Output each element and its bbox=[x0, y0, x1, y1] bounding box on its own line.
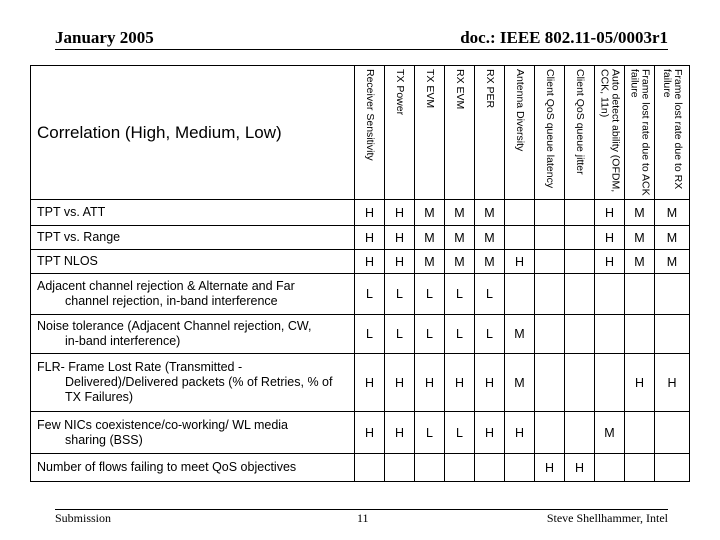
correlation-cell bbox=[445, 454, 475, 482]
column-header-label: Antenna Diversity bbox=[514, 69, 526, 152]
correlation-cell bbox=[565, 274, 595, 315]
correlation-cell: M bbox=[445, 226, 475, 250]
correlation-cell: M bbox=[625, 226, 655, 250]
correlation-cell bbox=[625, 274, 655, 315]
correlation-cell: L bbox=[355, 274, 385, 315]
correlation-cell: H bbox=[655, 354, 690, 412]
correlation-cell: L bbox=[475, 274, 505, 315]
row-label-line: Adjacent channel rejection & Alternate and Far bbox=[37, 279, 295, 293]
correlation-cell bbox=[535, 226, 565, 250]
correlation-cell: H bbox=[445, 354, 475, 412]
row-label bbox=[31, 226, 355, 250]
column-header-label: Auto detect ability (OFDM, CCK, 11n) bbox=[598, 69, 622, 193]
correlation-cell bbox=[355, 454, 385, 482]
column-header-label: Receiver Sensitivity bbox=[364, 69, 376, 161]
correlation-cell: H bbox=[475, 354, 505, 412]
correlation-cell: M bbox=[625, 200, 655, 226]
correlation-cell bbox=[655, 412, 690, 454]
row-label-line: Number of flows failing to meet QoS objectives bbox=[37, 460, 297, 474]
column-header-label: Client QoS queue latency bbox=[544, 69, 556, 189]
correlation-cell: M bbox=[655, 226, 690, 250]
column-header bbox=[595, 66, 625, 200]
table-row bbox=[31, 274, 690, 315]
correlation-cell bbox=[505, 274, 535, 315]
column-header bbox=[415, 66, 445, 200]
correlation-cell: L bbox=[445, 315, 475, 354]
correlation-cell: M bbox=[655, 250, 690, 274]
correlation-cell: L bbox=[445, 412, 475, 454]
column-header bbox=[655, 66, 690, 200]
correlation-cell bbox=[415, 454, 445, 482]
column-header bbox=[505, 66, 535, 200]
correlation-cell: M bbox=[475, 250, 505, 274]
correlation-cell bbox=[625, 454, 655, 482]
corner-label: Correlation (High, Medium, Low) bbox=[31, 66, 355, 200]
correlation-cell: L bbox=[415, 315, 445, 354]
correlation-cell bbox=[595, 274, 625, 315]
correlation-cell: L bbox=[445, 274, 475, 315]
correlation-cell: L bbox=[415, 412, 445, 454]
footer-divider bbox=[55, 509, 668, 510]
row-label-line: TPT vs. Range bbox=[37, 230, 121, 244]
correlation-cell: M bbox=[415, 226, 445, 250]
row-label bbox=[31, 454, 355, 482]
row-label bbox=[31, 274, 355, 315]
column-header bbox=[355, 66, 385, 200]
correlation-cell: M bbox=[445, 250, 475, 274]
correlation-cell bbox=[505, 454, 535, 482]
correlation-cell: H bbox=[505, 250, 535, 274]
correlation-cell bbox=[565, 354, 595, 412]
correlation-cell: M bbox=[415, 250, 445, 274]
correlation-cell: H bbox=[355, 250, 385, 274]
footer-submission: Submission bbox=[55, 511, 112, 525]
correlation-cell: L bbox=[385, 315, 415, 354]
correlation-cell: M bbox=[415, 200, 445, 226]
table-row bbox=[31, 250, 690, 274]
row-label-line: TPT vs. ATT bbox=[37, 205, 106, 219]
page-number: 11 bbox=[357, 511, 369, 525]
correlation-cell: H bbox=[595, 226, 625, 250]
row-label-continuation: Delivered)/Delivered packets (% of Retries, % of TX Failures) bbox=[65, 375, 333, 404]
correlation-cell bbox=[505, 200, 535, 226]
footer-author: Steve Shellhammer, Intel bbox=[546, 511, 668, 525]
row-label bbox=[31, 200, 355, 226]
row-label bbox=[31, 412, 355, 454]
correlation-cell: H bbox=[475, 412, 505, 454]
correlation-cell: H bbox=[355, 412, 385, 454]
row-label-continuation: sharing (BSS) bbox=[65, 432, 143, 447]
correlation-cell: H bbox=[385, 200, 415, 226]
correlation-cell bbox=[565, 250, 595, 274]
correlation-cell bbox=[595, 315, 625, 354]
table-row bbox=[31, 315, 690, 354]
column-header-label: Frame lost rate due to RX failure bbox=[661, 69, 684, 190]
correlation-cell: M bbox=[625, 250, 655, 274]
correlation-cell bbox=[535, 315, 565, 354]
correlation-cell bbox=[535, 412, 565, 454]
correlation-cell: H bbox=[415, 354, 445, 412]
correlation-cell: L bbox=[415, 274, 445, 315]
column-header bbox=[445, 66, 475, 200]
header-row bbox=[31, 66, 690, 200]
correlation-cell bbox=[565, 412, 595, 454]
table-row bbox=[31, 354, 690, 412]
correlation-cell bbox=[655, 274, 690, 315]
correlation-cell: H bbox=[385, 412, 415, 454]
table-row bbox=[31, 454, 690, 482]
column-header-label: RX EVM bbox=[454, 69, 466, 110]
correlation-cell: H bbox=[565, 454, 595, 482]
correlation-cell: H bbox=[385, 354, 415, 412]
correlation-cell: M bbox=[475, 226, 505, 250]
correlation-cell: H bbox=[625, 354, 655, 412]
correlation-cell: M bbox=[475, 200, 505, 226]
header-doc-id: doc.: IEEE 802.11-05/0003r1 bbox=[460, 28, 668, 47]
correlation-cell bbox=[655, 315, 690, 354]
row-label bbox=[31, 354, 355, 412]
column-header-label: TX EVM bbox=[424, 69, 436, 109]
correlation-cell bbox=[535, 200, 565, 226]
correlation-cell bbox=[535, 354, 565, 412]
correlation-cell: H bbox=[355, 226, 385, 250]
row-label bbox=[31, 315, 355, 354]
correlation-cell bbox=[625, 315, 655, 354]
header-date: January 2005 bbox=[55, 28, 154, 47]
column-header bbox=[565, 66, 595, 200]
row-label-line: Noise tolerance (Adjacent Channel rejection, CW, bbox=[37, 319, 312, 333]
correlation-cell: H bbox=[595, 250, 625, 274]
correlation-cell: H bbox=[385, 250, 415, 274]
correlation-table bbox=[30, 65, 690, 482]
correlation-cell bbox=[565, 315, 595, 354]
correlation-cell: M bbox=[595, 412, 625, 454]
header-divider bbox=[55, 49, 668, 50]
correlation-cell bbox=[505, 226, 535, 250]
correlation-cell: H bbox=[595, 200, 625, 226]
table-row bbox=[31, 200, 690, 226]
correlation-cell bbox=[595, 354, 625, 412]
correlation-cell bbox=[625, 412, 655, 454]
correlation-cell bbox=[595, 454, 625, 482]
correlation-cell bbox=[535, 250, 565, 274]
column-header bbox=[475, 66, 505, 200]
correlation-cell: H bbox=[535, 454, 565, 482]
column-header-label: RX PER bbox=[484, 69, 496, 109]
column-header bbox=[625, 66, 655, 200]
correlation-cell bbox=[475, 454, 505, 482]
correlation-cell: H bbox=[505, 412, 535, 454]
table-body bbox=[31, 200, 690, 482]
correlation-cell bbox=[655, 454, 690, 482]
correlation-cell: M bbox=[505, 354, 535, 412]
correlation-cell bbox=[385, 454, 415, 482]
correlation-cell: L bbox=[355, 315, 385, 354]
correlation-cell: L bbox=[475, 315, 505, 354]
row-label bbox=[31, 250, 355, 274]
table-row bbox=[31, 226, 690, 250]
correlation-cell: H bbox=[355, 200, 385, 226]
row-label-continuation: in-band interference) bbox=[65, 334, 181, 348]
correlation-cell: L bbox=[385, 274, 415, 315]
correlation-cell: M bbox=[505, 315, 535, 354]
row-label-line: TPT NLOS bbox=[37, 254, 98, 268]
correlation-cell: H bbox=[355, 354, 385, 412]
correlation-cell: M bbox=[655, 200, 690, 226]
column-header bbox=[385, 66, 415, 200]
table-row bbox=[31, 412, 690, 454]
correlation-cell bbox=[565, 200, 595, 226]
correlation-cell: H bbox=[385, 226, 415, 250]
column-header-label: Frame lost rate due to ACK failure bbox=[628, 69, 652, 196]
row-label-line: Few NICs coexistence/co-working/ WL media bbox=[37, 417, 289, 432]
row-label-continuation: channel rejection, in-band interference bbox=[65, 294, 278, 308]
column-header-label: Client QoS queue jitter bbox=[574, 69, 586, 175]
correlation-cell bbox=[535, 274, 565, 315]
correlation-cell: M bbox=[445, 200, 475, 226]
column-header bbox=[535, 66, 565, 200]
column-header-label: TX Power bbox=[394, 69, 406, 116]
correlation-cell bbox=[565, 226, 595, 250]
row-label-line: FLR- Frame Lost Rate (Transmitted - bbox=[37, 360, 243, 374]
